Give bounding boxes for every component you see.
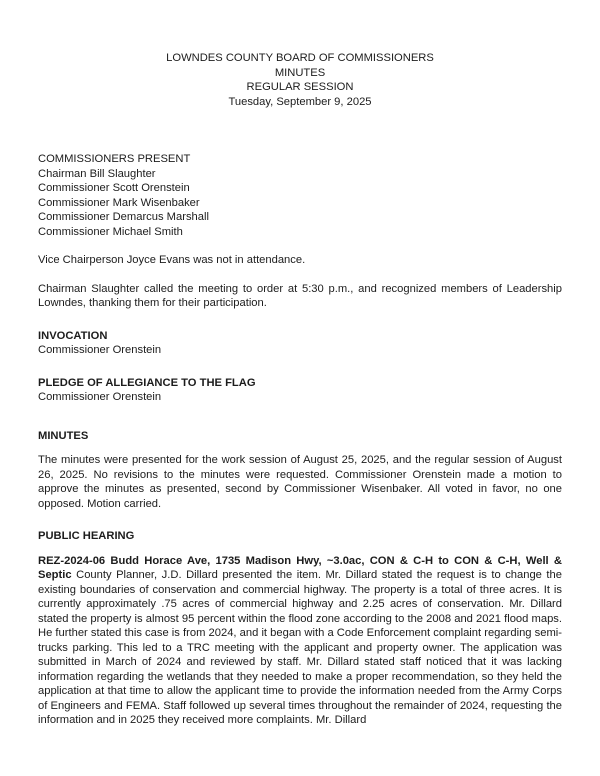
public-hearing-paragraph <box>38 554 562 728</box>
commissioner-name: Commissioner Demarcus Marshall <box>38 211 209 223</box>
commissioner-name: Commissioner Scott Orenstein <box>38 182 190 194</box>
invocation-section <box>38 329 562 358</box>
pledge-section <box>38 376 562 405</box>
commissioner-name: Commissioner Michael Smith <box>38 225 183 238</box>
absence-note: Vice Chairperson Joyce Evans was not in attendance. <box>38 254 306 266</box>
commissioners-present-section <box>38 152 562 239</box>
commissioner-name: Commissioner Mark Wisenbaker <box>38 196 200 209</box>
doc-type-title: MINUTES <box>274 66 326 79</box>
invocation-heading: INVOCATION <box>38 329 108 342</box>
commissioners-present-heading: COMMISSIONERS PRESENT <box>38 153 191 165</box>
rezoning-case-body: County Planner, J.D. Dillard presented the item. Mr. Dillard stated the request is to change the existing boundaries of conservation and commercial highway. The property is a total of three acres. It is currently approximately .75 acres of commercial highway and 2.25 acres of conservation. Mr. Dillard stated the property is almost 95 percent within the flood zone according to the 2008 and 2021 flood maps. He further stated this case is from 2024, and it began with a Code Enforcement complaint regarding semi-trucks parking. This led to a TRC meeting with the applicant and property owner. The application was submitted in March of 2024 and reviewed by staff. Mr. Dillard stated staff noticed that it was lacking information regarding the wetlands that they needed to make a proper recommendation, so they held the application at that time to allow the applicant time to provide the information needed from the Army Corps of Engineers and FEMA. Staff followed up several times throughout the remainder of 2024, requesting the information and in 2025 they received more complaints. Mr. Dillard <box>38 569 562 726</box>
public-hearing-heading: PUBLIC HEARING <box>38 530 135 542</box>
document-header <box>38 51 562 109</box>
minutes-paragraph: The minutes were presented for the work session of August 25, 2025, and the regular session of August 26, 2025. No revisions to the minutes were requested. Commissioner Orenstein made a motion to approve the minutes as presented, second by Commissioner Wisenbaker. All voted in favor, no one opposed. Motion carried. <box>38 454 562 510</box>
pledge-heading: PLEDGE OF ALLEGIANCE TO THE FLAG <box>38 376 256 389</box>
rezoning-case-title: REZ-2024-06 Budd Horace Ave, 1735 Madison Hwy, ~3.0ac, CON & C-H to CON & C-H, Well & Septic <box>38 554 562 581</box>
session-title: REGULAR SESSION <box>246 81 354 93</box>
commissioner-name: Chairman Bill Slaughter <box>38 167 156 180</box>
public-hearing-section <box>38 529 562 728</box>
meeting-date: Tuesday, September 9, 2025 <box>228 95 372 108</box>
invocation-body: Commissioner Orenstein <box>38 344 162 356</box>
pledge-body: Commissioner Orenstein <box>38 391 162 403</box>
org-title: LOWNDES COUNTY BOARD OF COMMISSIONERS <box>166 52 434 64</box>
minutes-section <box>38 429 562 512</box>
minutes-heading: MINUTES <box>38 429 89 442</box>
call-to-order-paragraph: Chairman Slaughter called the meeting to order at 5:30 p.m., and recognized members of Leadership Lowndes, thanking them for their participation. <box>38 282 562 309</box>
